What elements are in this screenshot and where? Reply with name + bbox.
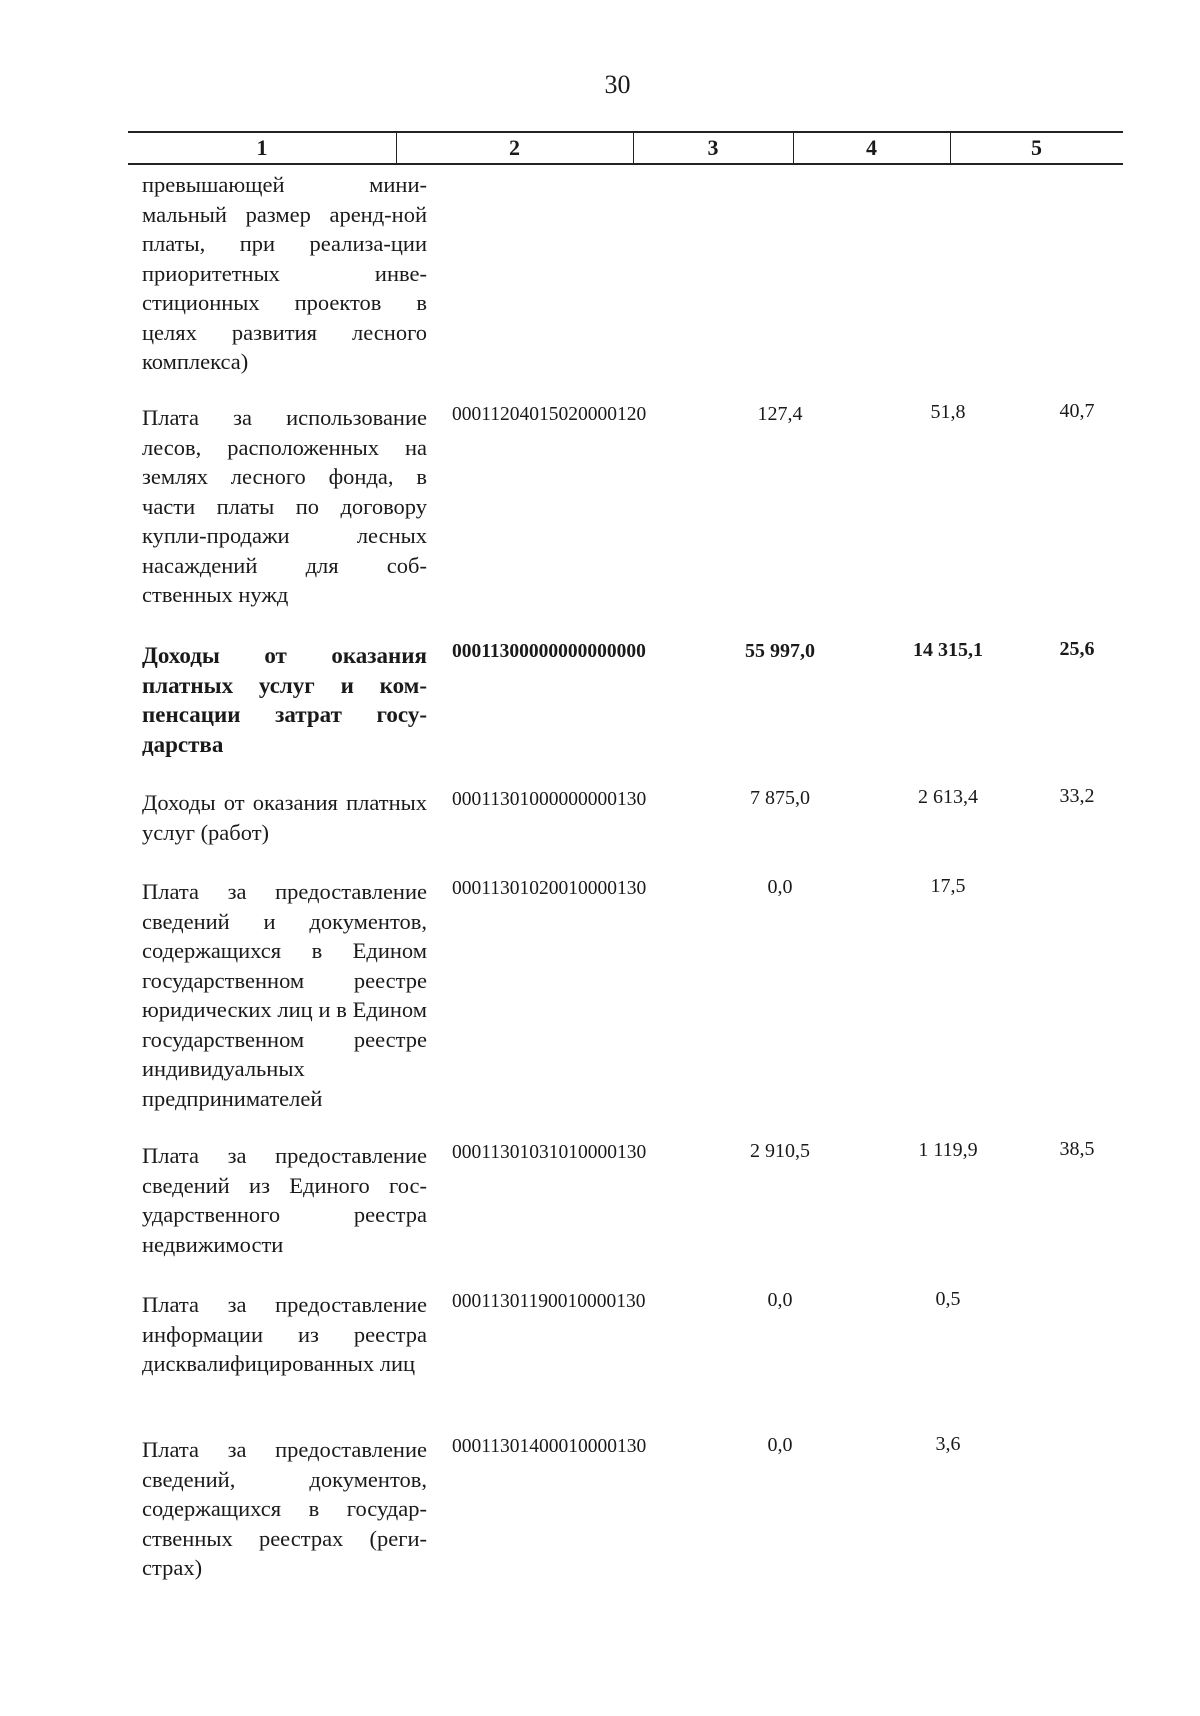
row-code: 00011301031010000130	[452, 1142, 647, 1163]
row-col4: 2 613,4	[918, 786, 978, 808]
row-col4: 3,6	[935, 1433, 961, 1455]
row-name: превышающей мини-мальный размер аренд-ной платы, при реализа-ции приоритетных инве-стиционных проектов в целях развития лесного комплекса)	[142, 172, 427, 374]
row-col3: 0,0	[767, 876, 793, 898]
row-name: Плата за предоставление сведений и документов, содержащихся в Едином государственном реестре юридических лиц и в Едином государственном реестре индивидуальных предпринимателей	[142, 879, 427, 1111]
page-number: 30	[604, 70, 631, 99]
row-col4: 14 315,1	[913, 639, 983, 661]
header-col-2: 2	[509, 135, 520, 160]
row-name: Плата за использование лесов, расположенных на землях лесного фонда, в части платы по договору купли-продажи лесных насаждений для соб-ственных нужд	[142, 405, 427, 607]
row-name: Доходы от оказания платных услуг (работ)	[142, 790, 427, 845]
row-col3: 127,4	[757, 403, 803, 425]
header-col-3: 3	[707, 135, 719, 160]
header-col-1: 1	[256, 135, 268, 160]
row-col3: 0,0	[767, 1289, 793, 1311]
row-col4: 0,5	[935, 1288, 961, 1310]
row-code: 00011204015020000120	[452, 404, 647, 425]
row-col3: 55 997,0	[745, 640, 815, 662]
row-code: 00011301400010000130	[452, 1436, 647, 1457]
row-name: Плата за предоставление информации из реестра дисквалифицированных лиц	[142, 1292, 427, 1376]
row-col3: 7 875,0	[750, 787, 810, 809]
row-col5: 25,6	[1059, 638, 1095, 660]
header-col-5: 5	[1031, 135, 1042, 160]
row-col5: 33,2	[1059, 785, 1095, 807]
table-header	[128, 131, 1123, 165]
row-col5: 40,7	[1059, 400, 1095, 422]
row-col4: 17,5	[930, 875, 966, 897]
row-code: 00011300000000000000	[452, 641, 646, 662]
row-code: 00011301020010000130	[452, 878, 647, 899]
row-col3: 2 910,5	[750, 1140, 810, 1162]
row-col4: 51,8	[930, 401, 966, 423]
row-col4: 1 119,9	[918, 1139, 978, 1161]
row-col5: 38,5	[1059, 1138, 1095, 1160]
row-name: Плата за предоставление сведений из Единого гос-ударственного реестра недвижимости	[142, 1143, 427, 1257]
row-name: Плата за предоставление сведений, документов, содержащихся в государ-ственных реестрах (реги-страх)	[142, 1437, 427, 1580]
row-name: Доходы от оказания платных услуг и ком-пенсации затрат госу-дарства	[142, 643, 427, 757]
header-col-4: 4	[866, 135, 877, 160]
row-code: 00011301190010000130	[452, 1291, 646, 1312]
row-col3: 0,0	[767, 1434, 793, 1456]
row-code: 00011301000000000130	[452, 789, 647, 810]
